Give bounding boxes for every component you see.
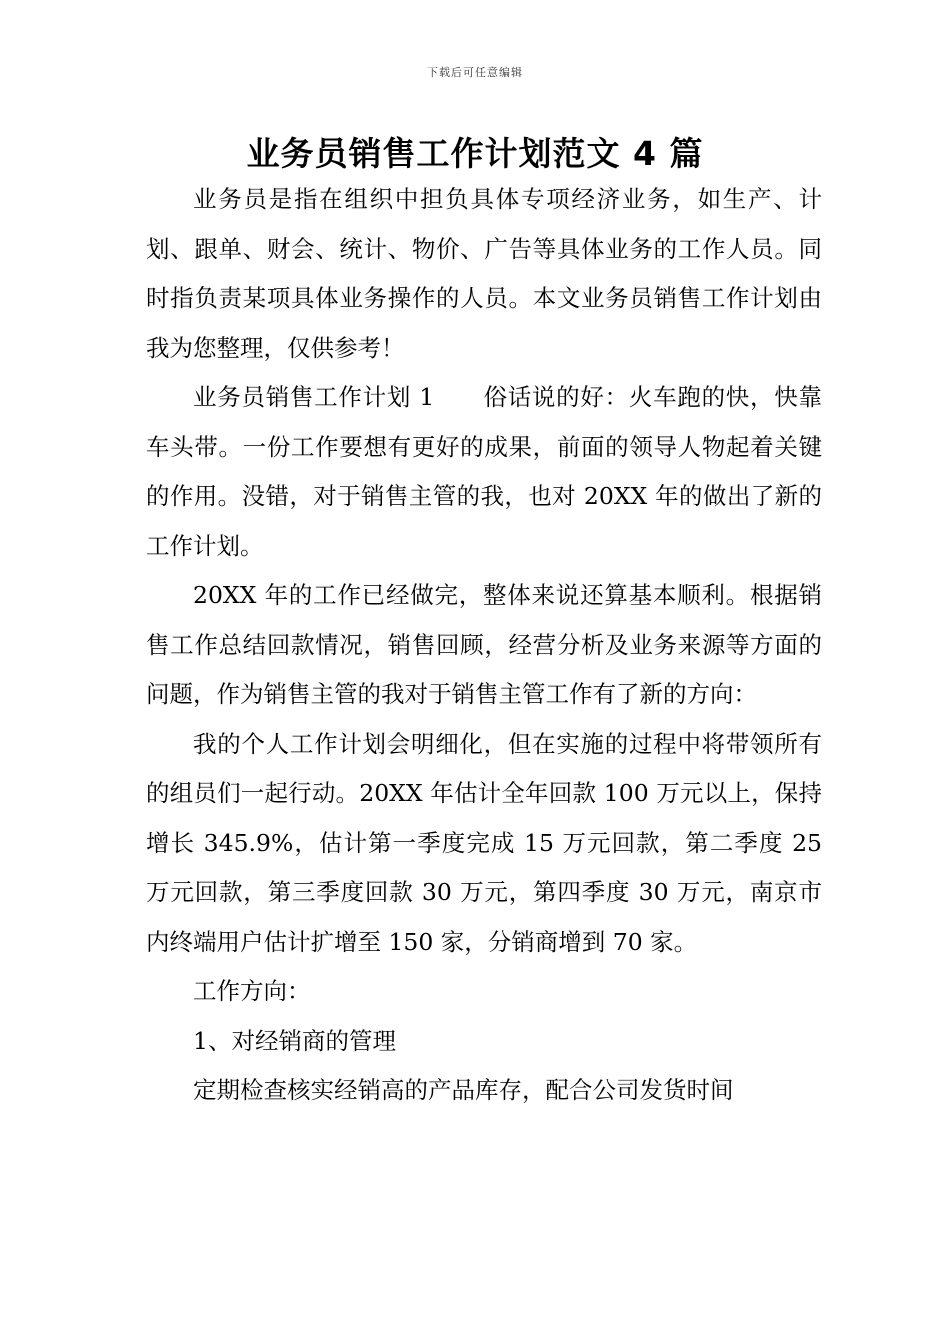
document-body (146, 175, 822, 1116)
targets-paragraph: 我的个人工作计划会明细化，但在实施的过程中将带领所有的组员们一起行动。20XX 年估计全年回款 100 万元以上，保持增长 345.9%，估计第一季度完成 15 万元回款，第二季度 25 万元回款，第三季度回款 30 万元，第四季度 30 万元，南京市内终端用户估计扩增至 150 家，分销商增到 70 家。 (146, 729, 822, 956)
header-note: 下载后可任意编辑 (427, 66, 523, 79)
intro-paragraph: 业务员是指在组织中担负具体专项经济业务，如生产、计划、跟单、财会、统计、物价、广告等具体业务的工作人员。同时指负责某项具体业务操作的人员。本文业务员销售工作计划由我为您整理，仅供参考！ (146, 185, 822, 362)
work-direction-heading: 工作方向： (193, 977, 311, 1005)
inventory-paragraph: 定期检查核实经销高的产品库存，配合公司发货时间 (193, 1076, 734, 1104)
document-title: 业务员销售工作计划范文 4 篇 (246, 134, 704, 173)
plan-1-paragraph: 业务员销售工作计划 1 俗话说的好：火车跑的快，快靠车头带。一份工作要想有更好的成果，前面的领导人物起着关键的作用。没错，对于销售主管的我，也对 20XX 年的做出了新的工作计划。 (146, 383, 822, 560)
review-paragraph: 20XX 年的工作已经做完，整体来说还算基本顺利。根据销售工作总结回款情况，销售回顾，经营分析及业务来源等方面的问题，作为销售主管的我对于销售主管工作有了新的方向： (146, 581, 822, 708)
dealer-management-heading: 1、对经销商的管理 (193, 1026, 396, 1055)
